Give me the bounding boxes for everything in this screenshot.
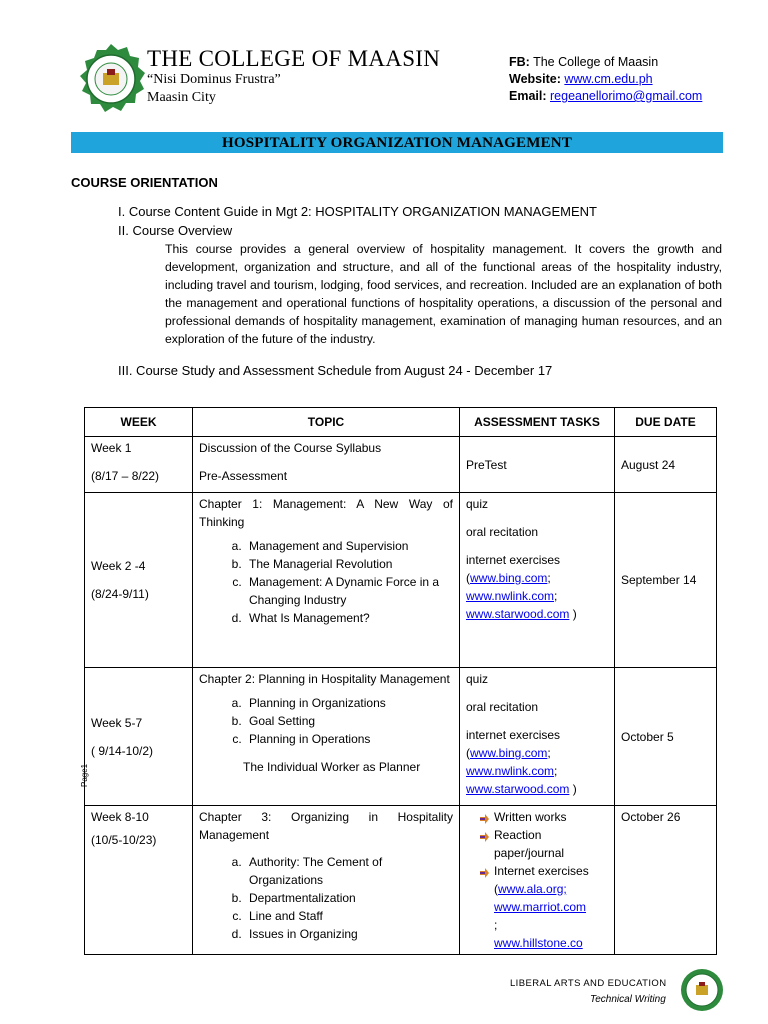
contact-website — [509, 70, 653, 88]
topic-cell — [193, 806, 460, 955]
header-week: WEEK — [85, 408, 193, 437]
link-line — [494, 898, 608, 916]
college-motto: “Nisi Dominus Frustra” — [147, 72, 281, 87]
page-number: Page1 — [80, 763, 89, 787]
assessment-task: quiz — [466, 672, 489, 686]
link-line — [494, 934, 608, 952]
week-cell — [85, 806, 193, 955]
week-dates: (8/24-9/11) — [91, 587, 149, 601]
list-item: b. Goal Setting — [245, 712, 453, 730]
website-label: Website: — [509, 72, 561, 86]
bullet-text: Internet exercises — [494, 864, 589, 878]
link-line: (www.bing.com; — [466, 746, 551, 760]
list-item: b. The Managerial Revolution — [245, 555, 453, 573]
section-heading: COURSE ORIENTATION — [71, 175, 218, 190]
arrow-bullet-icon — [480, 865, 489, 875]
link-bing[interactable]: www.bing.com — [470, 571, 548, 585]
bullet-text: Reaction paper/journal — [494, 828, 565, 860]
chapter-title: Chapter 1: Management: A New Way of Thinking — [199, 497, 453, 529]
assessment-cell — [460, 668, 615, 806]
chapter-subtopics — [199, 537, 453, 627]
assessment-cell — [460, 437, 615, 493]
topic-line: Discussion of the Course Syllabus — [199, 441, 382, 455]
week-cell — [85, 437, 193, 493]
assessment-task: oral recitation — [466, 525, 539, 539]
link-nwlink[interactable]: www.nwlink.com — [466, 589, 555, 603]
table-row — [85, 437, 717, 493]
week-label: Week 1 — [91, 441, 132, 455]
bullet-text: Written works — [494, 810, 567, 824]
course-content-guide: I. Course Content Guide in Mgt 2: HOSPITALITY ORGANIZATION MANAGEMENT — [118, 204, 597, 219]
link-line: www.nwlink.com; — [466, 589, 558, 603]
course-overview-text: This course provides a general overview of hospitality management. It covers the growth and development, organization and structure, and all of the functional areas of the hospitality industry, including travel and tourism, lodging, food services, and recreation. Included are an explanation of both the management and operational functions of hospitality operations, a discussion of the personal and professional demands of hospitality management, examination of managing human resources, and an exploration of the future of the industry. — [165, 242, 722, 346]
arrow-bullet-icon — [480, 829, 489, 839]
schedule-heading: III. Course Study and Assessment Schedule from August 24 - December 17 — [118, 363, 553, 378]
assessment-task: PreTest — [466, 457, 507, 472]
contact-fb — [509, 53, 658, 71]
assessment-task: oral recitation — [466, 700, 539, 714]
fb-label: FB: — [509, 55, 530, 69]
due-date-cell — [615, 668, 717, 806]
list-item: d. Issues in Organizing — [245, 925, 453, 943]
list-item: c. Planning in Operations — [245, 730, 453, 748]
chapter-title: Chapter 2: Planning in Hospitality Management — [199, 672, 450, 686]
footer-seal-icon — [680, 968, 724, 1012]
table-row — [85, 668, 717, 806]
due-date: October 26 — [621, 810, 681, 824]
fb-value: The College of Maasin — [533, 55, 659, 69]
college-name: THE COLLEGE OF MAASIN — [147, 46, 441, 71]
link-line: (www.ala.org; — [494, 882, 567, 896]
due-date-cell — [615, 493, 717, 668]
document-title: HOSPITALITY ORGANIZATION MANAGEMENT — [221, 135, 573, 151]
link-line: www.starwood.com ) — [466, 782, 577, 796]
table-row — [85, 493, 717, 668]
link-line: (www.bing.com; — [466, 571, 551, 585]
link-ala[interactable]: www.ala.org; — [498, 882, 567, 896]
assessment-bullets — [466, 808, 608, 952]
assessment-task: internet exercises — [466, 728, 561, 742]
due-date: September 14 — [621, 573, 697, 587]
arrow-bullet-icon — [480, 811, 489, 821]
link-bing[interactable]: www.bing.com — [470, 746, 548, 760]
due-date-cell — [615, 437, 717, 493]
header-assessment: ASSESSMENT TASKS — [460, 408, 615, 437]
header-due-date: DUE DATE — [615, 408, 717, 437]
link-line: www.starwood.com ) — [466, 607, 577, 621]
topic-cell — [193, 437, 460, 493]
college-city: Maasin City — [147, 90, 216, 105]
due-date: August 24 — [621, 457, 676, 472]
link-starwood[interactable]: www.starwood.com — [466, 607, 570, 621]
assessment-task: internet exercises — [466, 553, 561, 567]
due-date: October 5 — [621, 729, 674, 744]
assessment-cell — [460, 493, 615, 668]
week-cell — [85, 493, 193, 668]
week-cell — [85, 668, 193, 806]
list-item — [480, 826, 608, 862]
list-item — [480, 862, 608, 952]
list-item: c. Management: A Dynamic Force in a Changing Industry — [245, 573, 453, 609]
list-item: b. Departmentalization — [245, 889, 453, 907]
week-label: Week 5-7 — [91, 715, 143, 730]
topic-line: Pre-Assessment — [199, 469, 288, 483]
link-nwlink[interactable]: www.nwlink.com — [466, 764, 555, 778]
email-label: Email: — [509, 89, 547, 103]
week-dates: (10/5-10/23) — [91, 833, 157, 847]
footer-subject: Technical Writing — [590, 994, 666, 1005]
email-link[interactable]: regeanellorimo@gmail.com — [550, 89, 703, 103]
footer-department: LIBERAL ARTS AND EDUCATION — [510, 978, 667, 989]
list-item: a. Planning in Organizations — [245, 694, 453, 712]
link-hillstone[interactable]: www.hillstone.co — [494, 936, 583, 950]
college-seal-icon — [75, 43, 147, 115]
due-date-cell — [615, 806, 717, 955]
link-starwood[interactable]: www.starwood.com — [466, 782, 570, 796]
contact-email — [509, 87, 702, 105]
link-line: www.nwlink.com; — [466, 764, 558, 778]
list-item: d. What Is Management? — [245, 609, 453, 627]
week-label: Week 8-10 — [91, 810, 149, 824]
assessment-task: quiz — [466, 497, 489, 511]
list-item: c. Line and Staff — [245, 907, 453, 925]
link-suffix: ; — [494, 918, 498, 932]
topic-cell — [193, 493, 460, 668]
schedule-table — [84, 407, 717, 955]
list-item — [480, 808, 608, 826]
week-label: Week 2 -4 — [91, 559, 146, 573]
chapter-title: Chapter 3: Organizing in Hospitality Management — [199, 810, 453, 842]
header-topic: TOPIC — [193, 408, 460, 437]
course-overview-heading: II. Course Overview — [118, 223, 233, 238]
week-dates: ( 9/14-10/2) — [91, 743, 154, 758]
website-link[interactable]: www.cm.edu.ph — [564, 72, 653, 86]
chapter-subtopics — [199, 853, 453, 943]
topic-cell — [193, 668, 460, 806]
link-marriot[interactable]: www.marriot.com — [494, 900, 587, 914]
week-dates: (8/17 – 8/22) — [91, 469, 160, 483]
assessment-cell — [460, 806, 615, 955]
chapter-subtopics — [199, 694, 453, 748]
list-item: a. Authority: The Cement of Organizations — [245, 853, 453, 889]
table-row — [85, 806, 717, 955]
chapter-extra: The Individual Worker as Planner — [243, 760, 421, 774]
table-header-row — [85, 408, 717, 437]
list-item: a. Management and Supervision — [245, 537, 453, 555]
